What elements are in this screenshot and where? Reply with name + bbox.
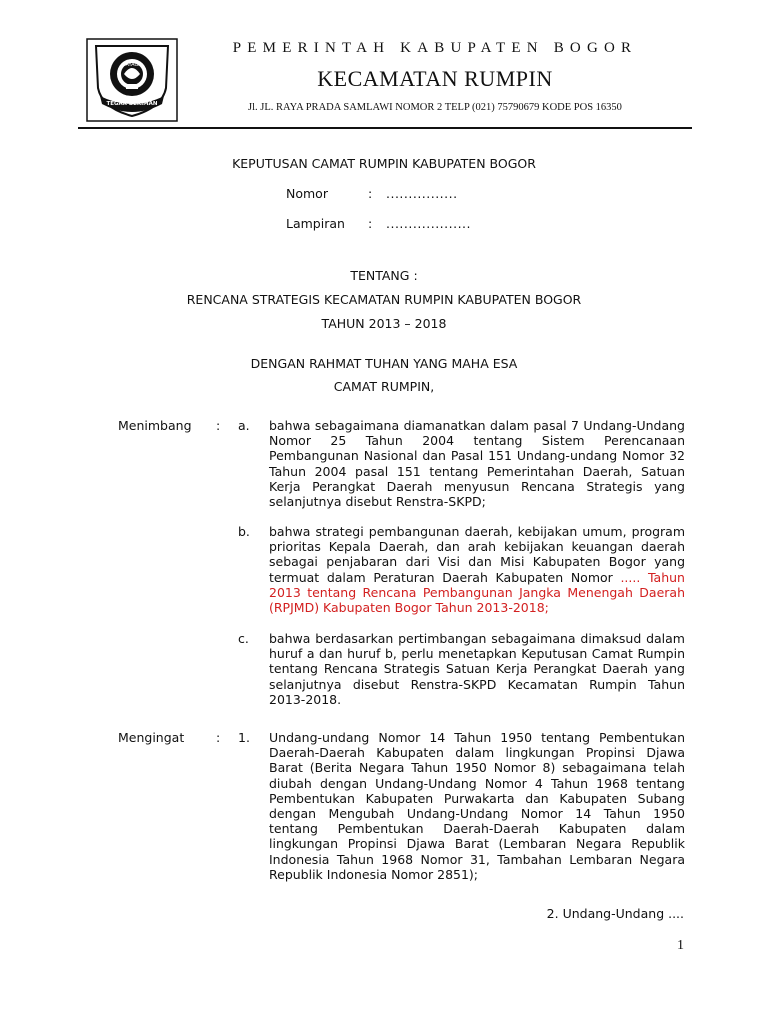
nomor-label: Nomor xyxy=(286,186,328,201)
nomor-colon: : xyxy=(368,186,373,201)
menimbang-item-b xyxy=(269,524,685,615)
letterhead-divider xyxy=(78,127,692,129)
menimbang-mark-b: b. xyxy=(238,524,250,539)
invocation: DENGAN RAHMAT TUHAN YANG MAHA ESA xyxy=(250,356,518,371)
mengingat-item-1: Undang-undang Nomor 14 Tahun 1950 tentang Pembentukan Daerah-Daerah Kabupaten dalam lingkungan Propinsi Djawa Barat (Berita Negara Tahun 1950 Nomor 8) sebagaimana telah diubah dengan Undang-Undang Nomor 4 Tahun 1968 tentang Pembentukan Kabupaten Purwakarta dan Kabupaten Subang dengan Mengubah Undang-Undang Nomor 14 Tahun 1950 tentang Pembentukan Daerah-Daerah Kabupaten dalam lingkungan Propinsi Djawa Barat (Lembaran Negara Republik Indonesia Tahun 1968 Nomor 31, Tambahan Lembaran Negara Republik Indonesia Nomor 2851); xyxy=(269,730,685,882)
nomor-value: ................ xyxy=(386,186,458,201)
letterhead-address: Jl. JL. RAYA PRADA SAMLAWI NOMOR 2 TELP (021) 75790679 KODE POS 16350 xyxy=(248,102,622,113)
menimbang-label: Menimbang xyxy=(118,418,192,433)
letterhead-government: PEMERINTAH KABUPATEN BOGOR xyxy=(232,40,638,56)
tentang-heading: TENTANG : xyxy=(350,268,418,283)
letterhead-district: KECAMATAN RUMPIN xyxy=(317,66,553,91)
decree-title: KEPUTUSAN CAMAT RUMPIN KABUPATEN BOGOR xyxy=(232,156,536,171)
kabupaten-bogor-logo xyxy=(86,38,178,122)
menimbang-item-a: bahwa sebagaimana diamanatkan dalam pasal 7 Undang-Undang Nomor 25 Tahun 2004 tentang Sistem Perencanaan Pembangunan Nasional dan Pasal 151 Undang-undang Nomor 32 Tahun 2004 pasal 151 tentang Pemerintahan Daerah, Satuan Kerja Perangkat Daerah menyusun Rencana Strategis yang selanjutnya disebut Renstra-SKPD; xyxy=(269,418,685,510)
lampiran-label: Lampiran xyxy=(286,216,345,231)
page-number: 1 xyxy=(677,938,684,953)
decree-period: TAHUN 2013 – 2018 xyxy=(321,316,447,331)
menimbang-item-c: bahwa berdasarkan pertimbangan sebagaimana dimaksud dalam huruf a dan huruf b, perlu menetapkan Keputusan Camat Rumpin tentang Rencana Strategis Satuan Kerja Perangkat Daerah yang selanjutnya disebut Renstra-SKPD Kecamatan Rumpin Tahun 2013-2018. xyxy=(269,631,685,707)
mengingat-mark-1: 1. xyxy=(238,730,250,745)
menimbang-colon: : xyxy=(216,418,221,433)
logo-motto: TEGAR BERIMAN xyxy=(106,101,158,107)
menimbang-mark-c: c. xyxy=(238,631,249,646)
mengingat-label: Mengingat xyxy=(118,730,185,745)
crest-icon xyxy=(86,38,178,122)
lampiran-colon: : xyxy=(368,216,373,231)
authority: CAMAT RUMPIN, xyxy=(333,379,435,394)
mengingat-colon: : xyxy=(216,730,221,745)
decree-subject: RENCANA STRATEGIS KECAMATAN RUMPIN KABUPATEN BOGOR xyxy=(186,292,582,307)
menimbang-item-b-text: bahwa strategi pembangunan daerah, kebijakan umum, program prioritas Kepala Daerah, dan arah kebijakan keuangan daerah sebagai penjabaran dari Visi dan Misi Kabupaten Bogor yang termuat dalam Peraturan Daerah Kabupaten Nomor xyxy=(269,524,685,585)
continuation-note: 2. Undang-Undang .... xyxy=(546,906,684,921)
logo-inner-text: SAYAGA xyxy=(122,62,142,68)
lampiran-value: ................... xyxy=(386,216,471,231)
menimbang-item-b-red: ..... Tahun 2013 tentang Rencana Pembangunan Jangka Menengah Daerah (RPJMD) Kabupaten Bogor Tahun 2013-2018; xyxy=(269,569,685,616)
menimbang-mark-a: a. xyxy=(238,418,250,433)
